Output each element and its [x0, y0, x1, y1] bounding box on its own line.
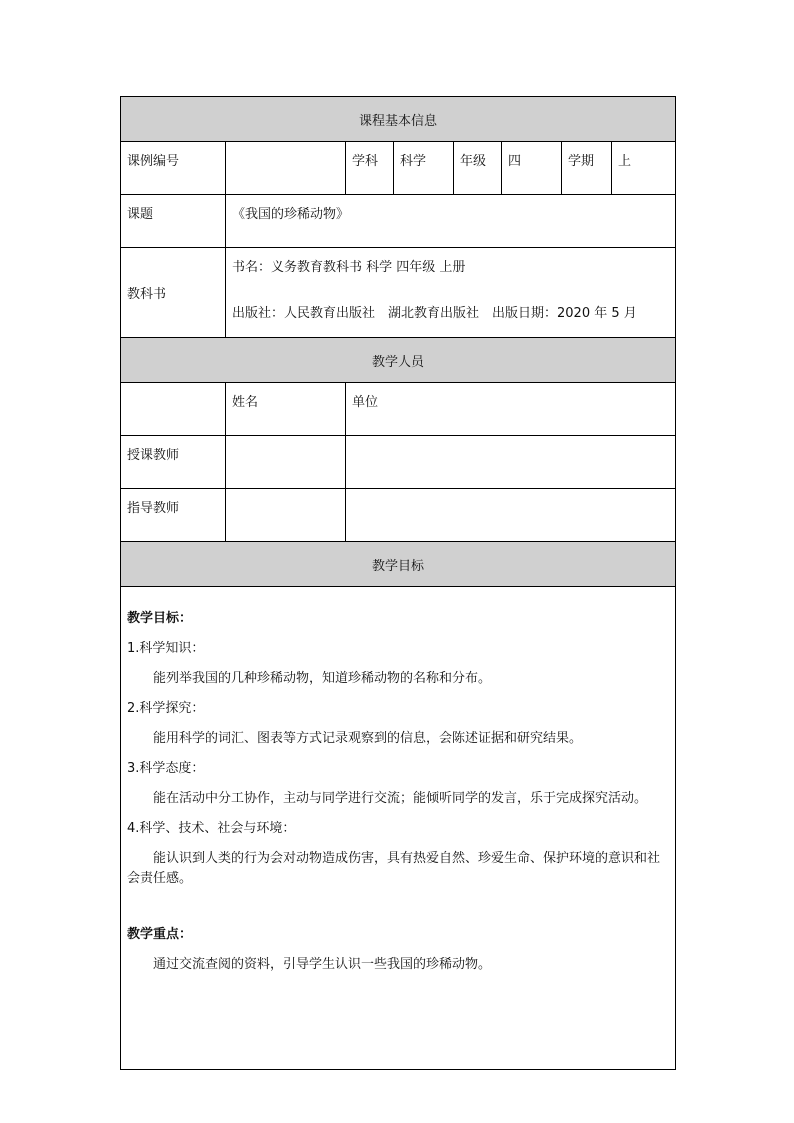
staff-corner-cell: [121, 383, 226, 436]
unit-column-header: 单位: [346, 383, 676, 436]
lesson-info-table: [120, 96, 676, 1070]
staff-header: 教学人员: [121, 338, 676, 383]
objective-title: 2.科学探究：: [127, 701, 205, 716]
textbook-label: 教科书: [121, 248, 226, 338]
term-label: 学期: [562, 142, 612, 195]
topic-label: 课题: [121, 195, 226, 248]
goals-content: [121, 587, 676, 1070]
key-points-text: 通过交流查阅的资料，引导学生认识一些我国的珍稀动物。: [153, 957, 492, 972]
objective-text: 能认识到人类的行为会对动物造成伤害，具有热爱自然、珍爱生命、保护环境的意识和社会责任感。: [127, 851, 661, 886]
term-value: 上: [612, 142, 676, 195]
spacer: [127, 889, 669, 917]
subject-label: 学科: [346, 142, 394, 195]
mentor-name: [226, 489, 346, 542]
mentor-label: 指导教师: [121, 489, 226, 542]
teacher-unit: [346, 436, 676, 489]
goals-header: 教学目标: [121, 542, 676, 587]
name-column-header: 姓名: [226, 383, 346, 436]
textbook-publisher-line: 出版社：人民教育出版社 湖北教育出版社 出版日期：2020 年 5 月: [232, 306, 637, 321]
objective-text: 能用科学的词汇、图表等方式记录观察到的信息，会陈述证据和研究结果。: [153, 731, 583, 746]
objective-title: 3.科学态度：: [127, 761, 205, 776]
mentor-unit: [346, 489, 676, 542]
basic-info-header: 课程基本信息: [121, 97, 676, 142]
textbook-title-line: 书名：义务教育教科书 科学 四年级 上册: [232, 260, 466, 275]
objective-title: 1.科学知识：: [127, 641, 205, 656]
objectives-heading: 教学目标：: [127, 611, 193, 626]
grade-label: 年级: [454, 142, 502, 195]
grade-value: 四: [502, 142, 562, 195]
objective-text: 能列举我国的几种珍稀动物，知道珍稀动物的名称和分布。: [153, 671, 492, 686]
textbook-info: [226, 248, 676, 338]
teacher-name: [226, 436, 346, 489]
objective-text: 能在活动中分工协作，主动与同学进行交流；能倾听同学的发言，乐于完成探究活动。: [153, 791, 648, 806]
case-no-label: 课例编号: [121, 142, 226, 195]
case-no-value: [226, 142, 346, 195]
objective-title: 4.科学、技术、社会与环境：: [127, 821, 296, 836]
topic-value: 《我国的珍稀动物》: [226, 195, 676, 248]
teacher-label: 授课教师: [121, 436, 226, 489]
subject-value: 科学: [394, 142, 454, 195]
key-points-heading: 教学重点：: [127, 927, 193, 942]
